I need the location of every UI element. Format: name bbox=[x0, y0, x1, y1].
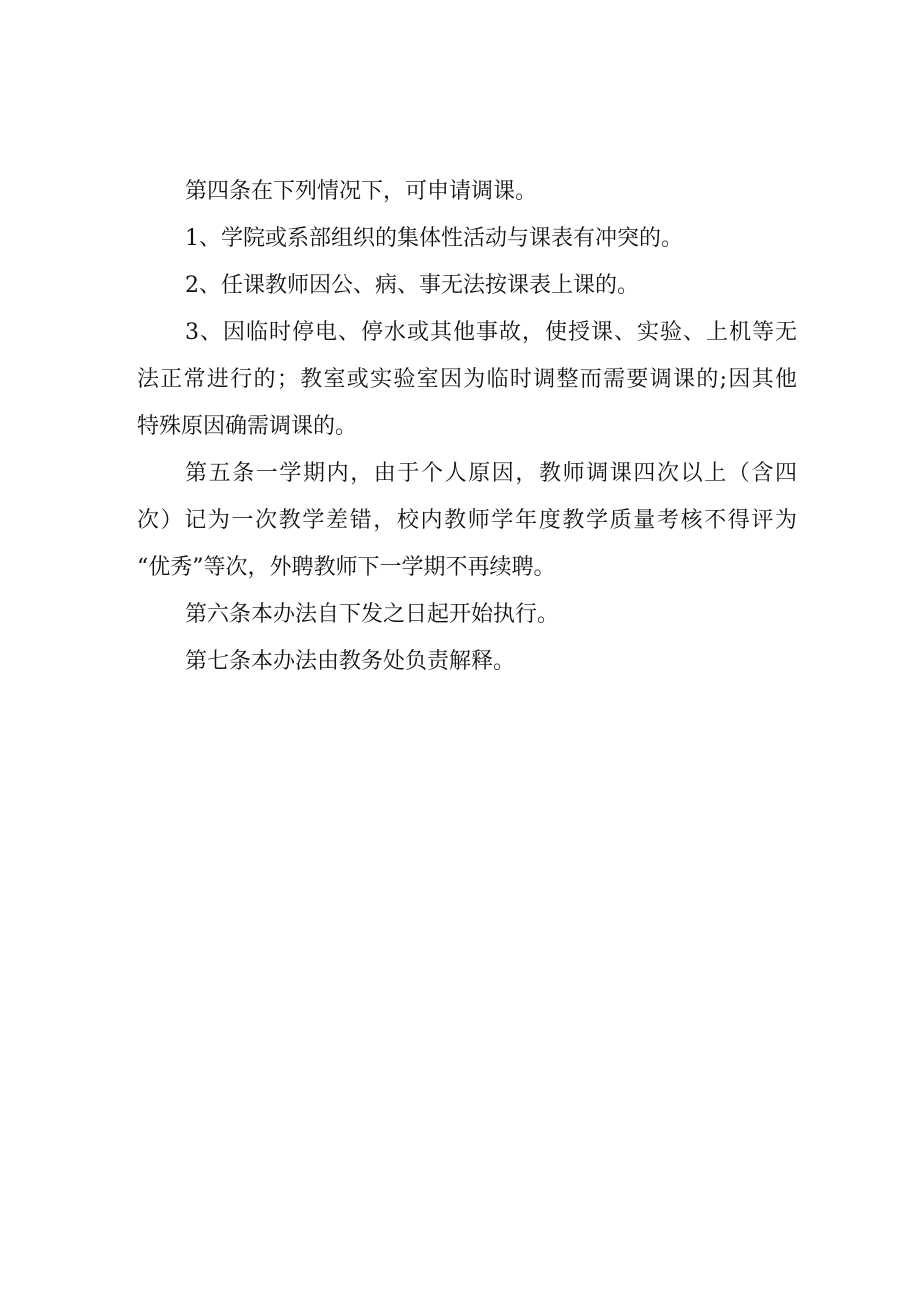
document-body bbox=[137, 168, 797, 685]
paragraph-line: 次）记为一次教学差错，校内教师学年度教学质量考核不得评为 bbox=[137, 508, 797, 533]
item-2-paragraph bbox=[137, 262, 797, 309]
paragraph-line: 2、任课教师因公、病、事无法按课表上课的。 bbox=[185, 273, 639, 298]
paragraph-line: 特殊原因确需调课的。 bbox=[137, 414, 358, 439]
paragraph-line: 3、因临时停电、停水或其他事故，使授课、实验、上机等无 bbox=[185, 320, 797, 345]
article-7-paragraph bbox=[137, 638, 797, 685]
item-1-paragraph bbox=[137, 215, 797, 262]
paragraph-line: 1、学院或系部组织的集体性活动与课表有冲突的。 bbox=[185, 226, 683, 251]
item-3-paragraph bbox=[137, 309, 797, 450]
paragraph-line: “优秀”等次，外聘教师下一学期不再续聘。 bbox=[137, 555, 556, 580]
article-6-paragraph bbox=[137, 591, 797, 638]
paragraph-line: 第五条一学期内，由于个人原因，教师调课四次以上（含四 bbox=[185, 461, 797, 486]
paragraph-line: 第七条本办法由教务处负责解释。 bbox=[185, 649, 516, 674]
article-4-paragraph bbox=[137, 168, 797, 215]
paragraph-line: 第四条在下列情况下，可申请调课。 bbox=[185, 179, 538, 204]
paragraph-line: 法正常进行的；教室或实验室因为临时调整而需要调课的;因其他 bbox=[137, 367, 797, 392]
paragraph-line: 第六条本办法自下发之日起开始执行。 bbox=[185, 602, 560, 627]
article-5-paragraph bbox=[137, 450, 797, 591]
